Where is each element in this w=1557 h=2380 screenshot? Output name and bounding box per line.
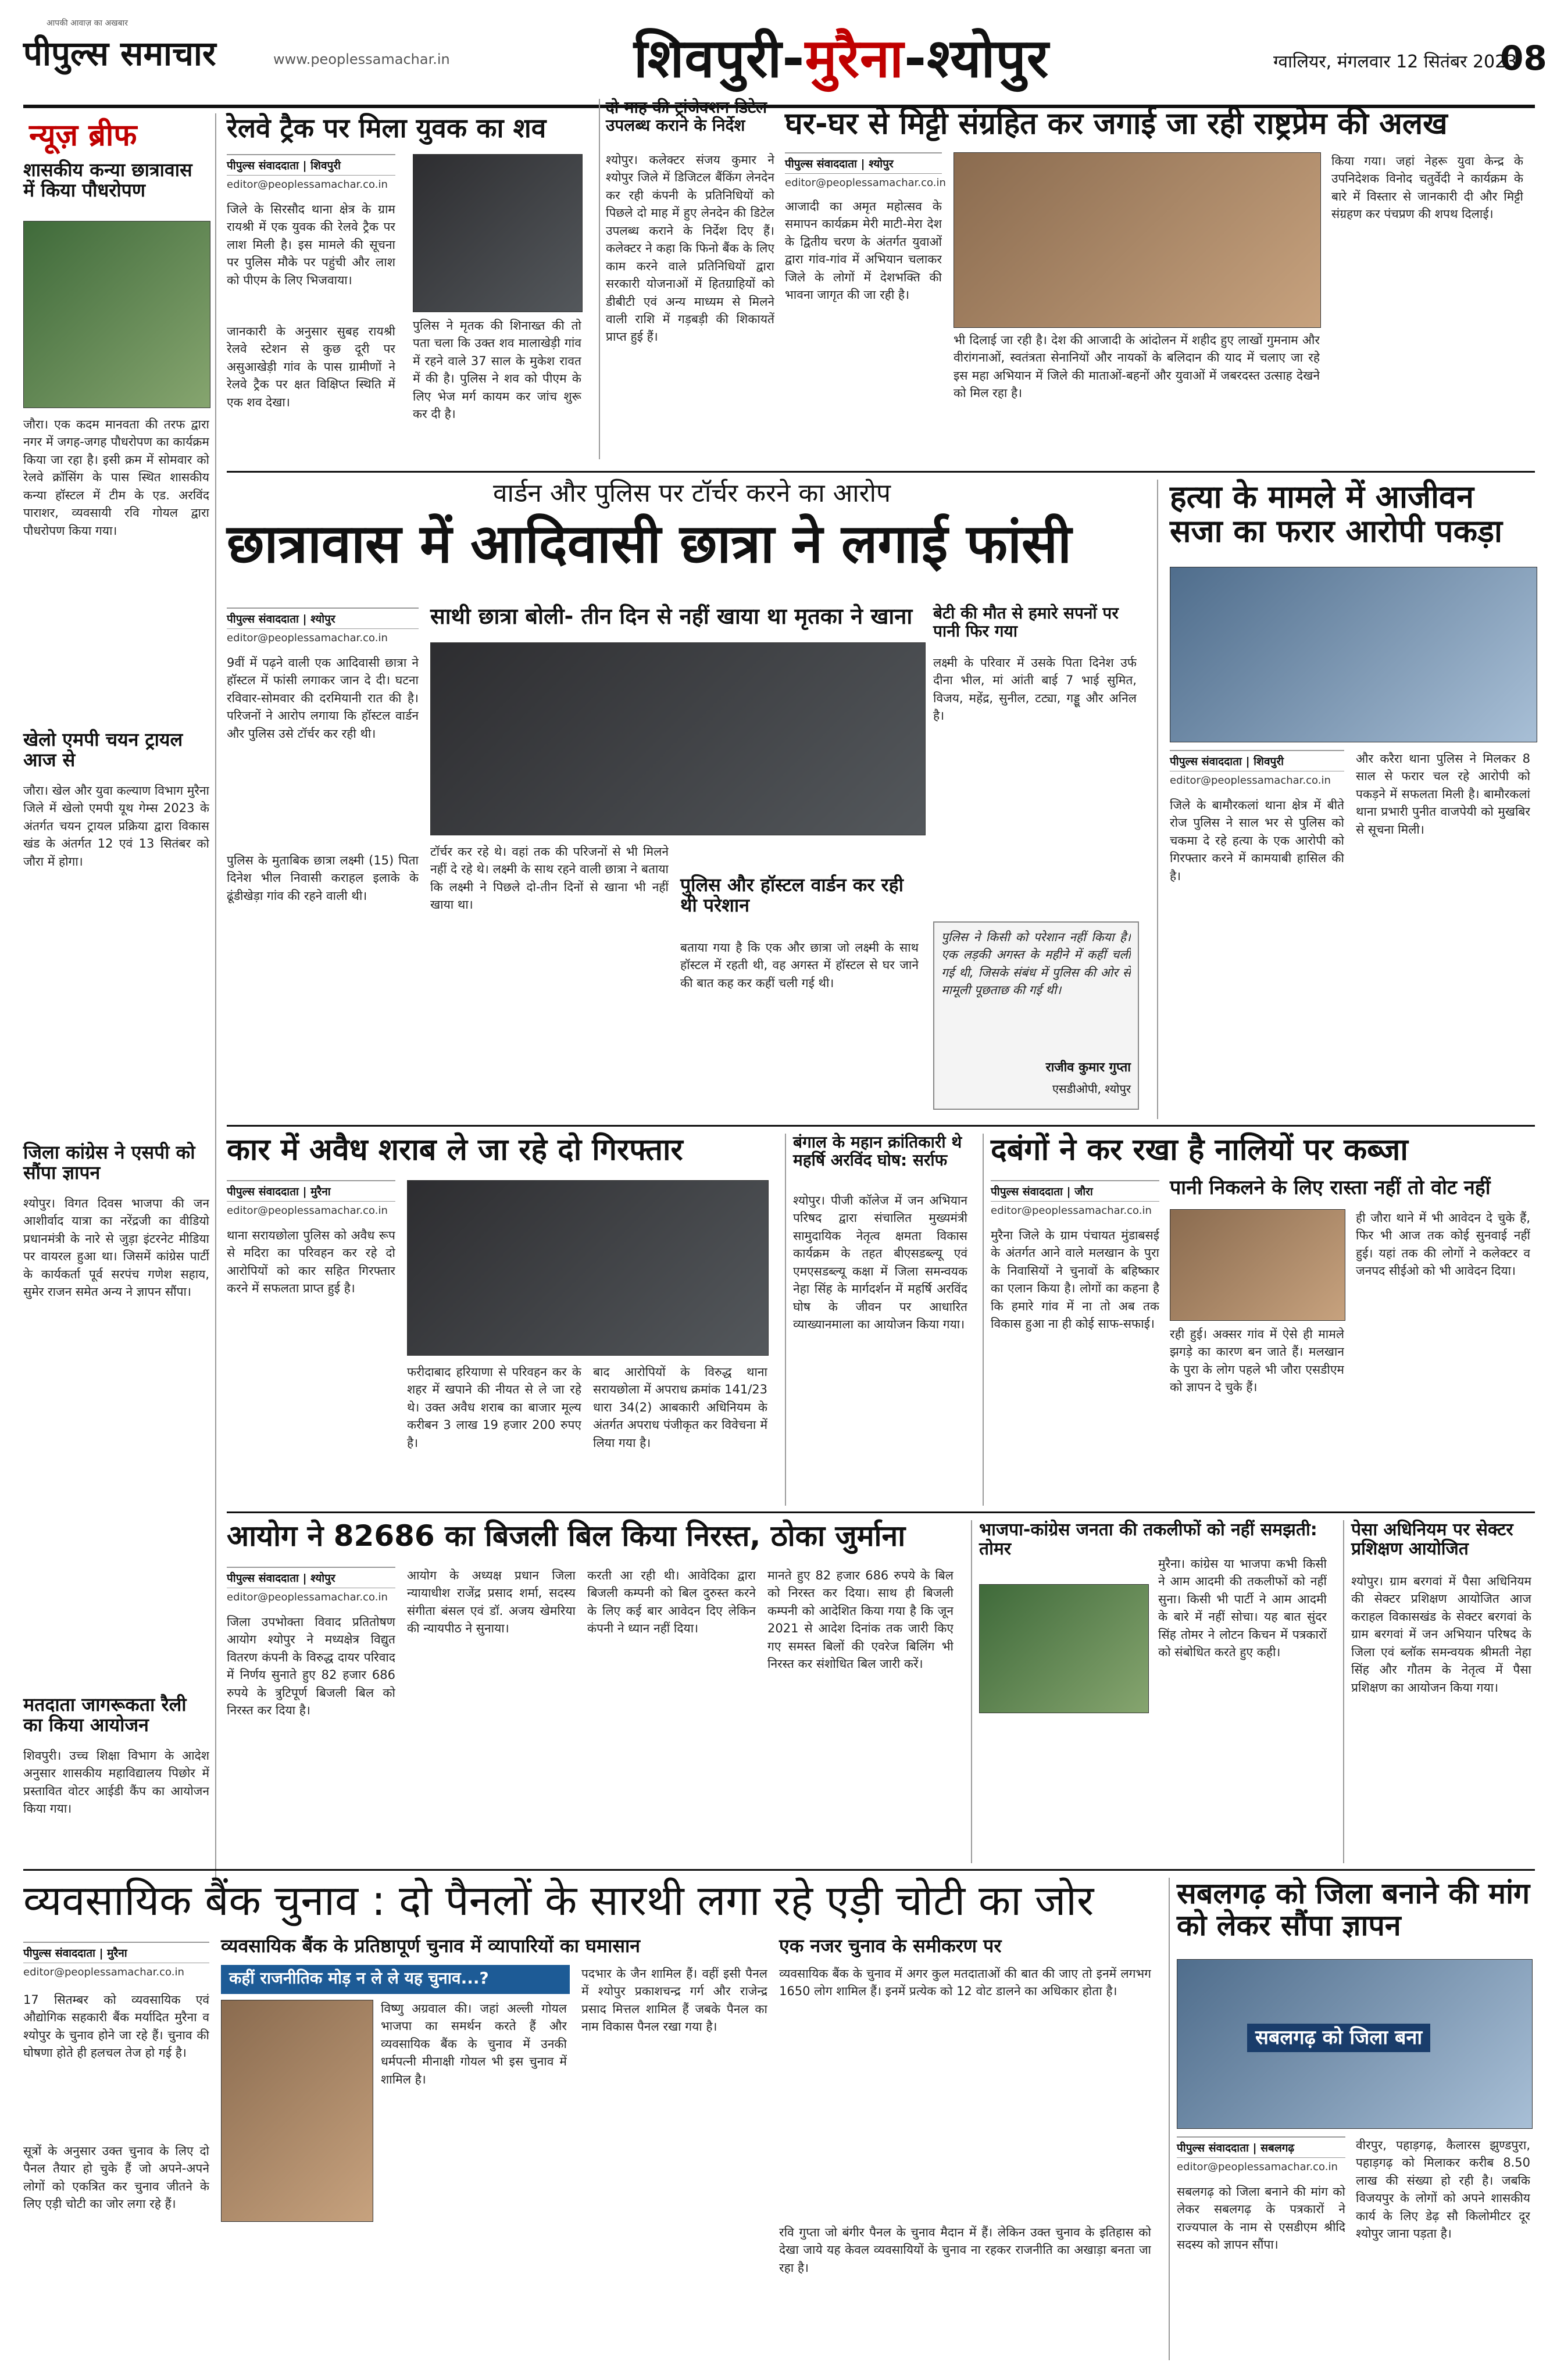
story-headline: बंगाल के महान क्रांतिकारी थे महर्षि अरविंद घोष: सर्राफ [793,1132,962,1170]
story-photo [954,152,1321,328]
story-headline: सबलगढ़ को जिला बनाने की मांग को लेकर सौंपा ज्ञापन [1177,1877,1530,1942]
story-district [1169,1878,1536,2360]
edition-sheopur: श्योपुर [927,27,1049,90]
story-body: श्योपुर। कलेक्टर संजय कुमार ने श्योपुर जिले में डिजिटल बैंकिंग लेनदेन कर रही कंपनी के प्रतिनिधियों को पिछले दो माह में हुए लेनदेन की डिटेल उपलब्ध कराने के निर्देश दिए हैं। कलेक्टर ने कहा कि फिनो बैंक के लिए काम करने वाले प्रतिनिधियों द्वारा सरकारी योजनाओं में हितग्राहियों को डीबीटी एवं अन्य माध्यम से मिलने वाली राशि में गड़बड़ी की शिकायतें प्राप्त हुई हैं। [606,153,774,344]
story-headline: कार में अवैध शराब ले जा रहे दो गिरफ्तार [227,1132,683,1167]
story-headline: रेलवे ट्रैक पर मिला युवक का शव [227,112,547,144]
story-aurobindo [785,1134,972,1506]
byline-author: पीपुल्स संवाददाता [227,1185,299,1198]
section-divider [227,1125,1535,1127]
story-photo [1170,1209,1345,1321]
reporter-email[interactable]: editor@peoplessamachar.co.in [227,1205,388,1217]
story-body: और करैरा थाना पुलिस ने मिलकर 8 साल से फरार चल रहे आरोपी को पकड़ने में सफलता मिली है। बामौरकलां थाना प्रभारी पुनीत वाजपेयी को मुखबिर से सूचना मिली। [1356,752,1530,837]
story-body: आयोग के अध्यक्ष प्रधान जिला न्यायाधीश राजेंद्र प्रसाद शर्मा, सदस्य संगीता बंसल एवं डॉ. अजय खेमरिया की न्यायपीठ ने सुनाया। [407,1568,576,1636]
story-subhead: व्यवसायिक बैंक के प्रतिष्ठापूर्ण चुनाव में व्यापारियों का घमासान [221,1935,641,1957]
byline-author: पीपुल्स संवाददाता [227,613,299,626]
newspaper-logo: पीपुल्स समाचार [23,34,216,73]
box-head-banner [221,1965,570,1994]
story-bjp [971,1520,1333,1863]
reporter-email[interactable]: editor@peoplessamachar.co.in [227,178,388,191]
story-headline: आयोग ने 82686 का बिजली बिल किया निरस्त, ठोका जुर्माना [227,1519,906,1553]
story-subhead: पानी निकलने के लिए रास्ता नहीं तो वोट नहीं [1170,1176,1491,1199]
story-body: सबलगढ़ को जिला बनाने की मांग को लेकर सबलगढ़ के पत्रकारों ने राज्यपाल के नाम से एसडीएम श्रीदि सदस्य को ज्ञापन सौंपा। [1177,2185,1345,2252]
story-photo [413,154,583,312]
story-headline: छात्रावास में आदिवासी छात्रा ने लगाई फांसी [227,513,1072,575]
quote-role: एसडीओपी, श्योपुर [1052,1082,1131,1096]
byline-place: श्योपुर [869,158,894,170]
brief-body: शिवपुरी। उच्च शिक्षा विभाग के आदेश अनुसार शासकीय महाविद्यालय पिछोर में प्रस्तावित वोटर आईडी कैंप का आयोजन किया गया। [23,1749,209,1816]
story-body: जिले के बामौरकलां थाना क्षेत्र में बीते रोज पुलिस ने साल भर से पुलिस को चकमा दे रहे हत्या के एक आरोपी को गिरफ्तार करने में कामयाबी हासिल की है। [1170,798,1344,883]
story-bill [227,1520,959,1863]
story-kicker: वार्डन और पुलिस पर टॉर्चर करने का आरोप [493,478,891,508]
brief-head: मतदाता जागरूकता रैली का किया आयोजन [23,1693,187,1736]
story-body: आजादी का अमृत महोत्सव के समापन कार्यक्रम मेरी माटी-मेरा देश के द्वितीय चरण के अंतर्गत युवाओं द्वारा गांव-गांव में अभियान चलाकर जिले के लोगों में देशभक्ति की भावना जागृत की जा रही है। [785,199,942,302]
byline-author: पीपुल्स संवाददाता [227,1572,299,1585]
brief-head: खेलो एमपी चयन ट्रायल आज से [23,728,183,771]
brand-tagline: आपकी आवाज़ का अखबार [47,19,128,28]
byline-place: शिवपुरी [310,159,341,172]
story-headline: घर-घर से मिट्टी संग्रहित कर जगाई जा रही राष्ट्रप्रेम की अलख [785,106,1448,141]
story-body: किया गया। जहां नेहरू युवा केन्द्र के उपनिदेशक विनोद चतुर्वेदी ने कार्यक्रम के बारे में विस्तार से जानकारी दी और मिट्टी संग्रहण कर पंचप्रण की शपथ दिलाई। [1331,154,1523,221]
story-headline: व्यवसायिक बैंक चुनाव : दो पैनलों के सारथी लगा रहे एड़ी चोटी का जोर [23,1876,1094,1925]
analysis-body: व्यवसायिक बैंक के चुनाव में अगर कुल मतदाताओं की बात की जाए तो इनमें लगभग 1650 लोग शामिल हैं। इनमें प्रत्येक को 12 वोट डालने का अधिकार होता है। [779,1967,1151,1999]
news-brief-title: न्यूज़ ब्रीफ [29,118,137,153]
box-body: विष्णु अग्रवाल की। जहां अल्ली गोयल भाजपा का समर्थन करते हैं और व्यवसायिक बैंक के चुनाव में उनकी धर्मपत्नी मीनाक्षी गोयल भी इस चुनाव में शामिल है। [381,2002,567,2086]
story-body: श्योपुर। पीजी कॉलेज में जन अभियान परिषद द्वारा संचालित मुख्यमंत्री सामुदायिक नेतृत्व क्षमता विकास कार्यक्रम के तहत बीएसडब्ल्यू एवं एमएसडब्ल्यू कक्षा में जिला समन्वयक नेहा सिंह के मार्गदर्शन में महर्षि अरविंद घोष के जीवन पर आधारित व्याख्यानमाला का आयोजन किया गया। [793,1193,967,1332]
story-liquor [227,1134,773,1506]
brief-body: जौरा। खेल और युवा कल्याण विभाग मुरैना जिले में खेलो एमपी यूथ गेम्स 2023 के अंतर्गत चयन ट्रायल प्रक्रिया द्वारा विकास खंड के अंतर्गत 12 एवं 13 सितंबर को जौरा में होगा। [23,784,209,869]
story-body: मानते हुए 82 हजार 686 रुपये के बिल को निरस्त कर दिया। साथ ही बिजली कम्पनी को आदेशित किया गया है कि जून 2021 से आदेश दिनांक तक जारी किए गए समस्त बिलों की एवरेज बिलिंग भी निरस्त कर संशोधित बिल जारी करें। [767,1568,954,1671]
story-subhead: साथी छात्रा बोली- तीन दिन से नहीं खाया था मृतका ने खाना [430,603,913,629]
byline: पीपुल्स संवाददाता | शिवपुरी [1170,750,1344,771]
story-headline: दबंगों ने कर रखा है नालियों पर कब्जा [991,1132,1408,1167]
byline-author: पीपुल्स संवाददाता [227,159,299,172]
story-headline: भाजपा-कांग्रेस जनता की तकलीफों को नहीं समझती: तोमर [979,1520,1317,1559]
side-body: लक्ष्मी के परिवार में उसके पिता दिनेश उर्फ दीना भील, मां आंती बाई 7 भाई सुमित, विजय, महेंद्र, सुनील, टट्या, गड्डू और अनिल है। [933,656,1137,723]
edition-morena: मुरैना [805,27,904,90]
news-brief-sidebar [23,113,216,1881]
story-body: पुलिस के मुताबिक छात्रा लक्ष्मी (15) पिता दिनेश भील निवासी कराहल इलाके के ढूंडीखेड़ा गांव की रहने वाली थी। [227,853,419,903]
story-body: बताया गया है कि एक और छात्रा जो लक्ष्मी के साथ हॉस्टल में रहती थी, वह अगस्त में हॉस्टल से घर जाने की बात कह कर कहीं चली गई थी। [680,941,919,990]
story-body: रवि गुप्ता जो बंगीर पैनल के चुनाव मैदान में हैं। लेकिन उक्त चुनाव के इतिहास को देखा जाये यह केवल व्यवसायियों के चुनाव ना रहकर राजनीति का अखाड़ा बनता जा रहा है। [779,2225,1151,2275]
story-drains [983,1134,1536,1506]
byline-author: पीपुल्स संवाददाता [991,1185,1063,1198]
reporter-email[interactable]: editor@peoplessamachar.co.in [1177,2161,1338,2173]
byline: पीपुल्स संवाददाता | श्योपुर [227,1567,395,1588]
byline-place: जौरा [1074,1185,1093,1198]
brief-body: श्योपुर। विगत दिवस भाजपा की जन आशीर्वाद यात्रा का नरेंद्रजी का वीडियो प्रधानमंत्री के नारे से जुड़ा इंटरनेट मीडिया पर वायरल हुआ था। जिसमें कांग्रेस पार्टी के कार्यकर्ता पूर्व सरपंच गणेश सहाय, सुमेर राजन समेत अन्य ने ज्ञापन सौंपा। [23,1196,209,1299]
story-body: थाना सरायछोला पुलिस को अवैध रूप से मदिरा का परिवहन कर रहे दो आरोपियों को कार सहित गिरफ्तार करने में सफलता प्राप्त हुई है। [227,1228,395,1296]
story-photo [1170,567,1537,742]
story-soil [785,99,1535,465]
story-body: वीरपुर, पहाड़गढ़, कैलारस झुण्डपुरा, पहाड़गढ़ को मिलाकर करीब 8.50 लाख की संख्या हो रही है। जबकि विजयपुर के लोगों को अपने शासकीय कार्य के लिए डेढ़ सौ किलोमीटर दूर श्योपुर जाना पड़ता है। [1356,2138,1530,2241]
reporter-email[interactable]: editor@peoplessamachar.co.in [1170,774,1331,787]
byline-author: पीपुल्स संवाददाता [785,158,857,170]
byline: पीपुल्स संवाददाता | मुरैना [23,1942,209,1963]
byline: पीपुल्स संवाददाता | मुरैना [227,1180,395,1202]
story-body: ही जौरा थाने में भी आवेदन दे चुके हैं, फिर भी आज तक कोई सुनवाई नहीं हुई। यहां तक की लोगों ने कलेक्टर व जनपद सीईओ को भी आवेदन दिया। [1356,1211,1530,1278]
reporter-email[interactable]: editor@peoplessamachar.co.in [785,177,946,189]
byline-place: सबलगढ़ [1260,2142,1295,2154]
website-url[interactable]: www.peoplessamachar.in [273,51,450,67]
story-photo [979,1584,1149,1713]
brief-photo-planting [23,221,210,408]
brief-body: जौरा। एक कदम मानवता की तरफ द्वारा नगर में जगह-जगह पौधरोपण का कार्यक्रम किया जा रहा है। इसी क्रम में सोमवार को रेलवे क्रॉसिंग के पास स्थित शासकीय कन्या हॉस्टल में टीम के एड. अरविंद पाराशर, व्यवसायी रवि गोयल द्वारा पौधरोपण किया गया। [23,417,209,538]
story-body: जिला उपभोक्ता विवाद प्रतितोषण आयोग श्योपुर ने मध्यक्षेत्र विद्युत वितरण कंपनी के विरुद्ध दायर परिवाद में निर्णय सुनाते हुए 82 हजार 686 रुपये के त्रुटिपूर्ण बिजली बिल को निरस्त कर दिया है। [227,1615,395,1718]
section-divider [227,471,1535,473]
dateline: ग्वालियर, मंगलवार 12 सितंबर 2023 [1273,52,1517,72]
story-headline: हत्या के मामले में आजीवन सजा का फरार आरोपी पकड़ा [1170,478,1502,550]
byline-place: मुरैना [107,1947,127,1960]
section-divider [23,1869,1535,1871]
page-number: 08 [1500,38,1547,78]
byline: पीपुल्स संवाददाता | जौरा [991,1180,1159,1202]
edition-title: शिवपुरी-मुरैना-श्योपुर [634,27,1049,90]
byline-author: पीपुल्स संवाददाता [1177,2142,1249,2154]
story-bank [23,1878,1157,2360]
reporter-email[interactable]: editor@peoplessamachar.co.in [227,1591,388,1603]
side-headline: बेटी की मौत से हमारे सपनों पर पानी फिर गया [933,603,1119,641]
brief-head: जिला कांग्रेस ने एसपी को सौंपा ज्ञापन [23,1141,195,1184]
brief-head: शासकीय कन्या छात्रावास में किया पौधरोपण [23,159,192,202]
story-box-head: पुलिस और हॉस्टल वार्डन कर रही थी परेशान [680,874,904,917]
story-body: करती आ रही थी। आवेदिका द्वारा बिजली कम्पनी को बिल दुरुस्त करने के लिए कई बार आवेदन दिए लेकिन कंपनी ने ध्यान नहीं दिया। [587,1568,756,1636]
byline-place: मुरैना [310,1185,331,1198]
story-body: जिले के सिरसौद थाना क्षेत्र के ग्राम रायश्री में एक युवक की रेलवे ट्रैक पर लाश मिली है। इस मामले की सूचना पर पुलिस मौके पर पहुंची और लाश को पीएम के लिए भिजवाया। [227,202,395,287]
story-headline: पेसा अधिनियम पर सेक्टर प्रशिक्षण आयोजित [1351,1520,1513,1559]
story-body: मुरैना जिले के ग्राम पंचायत मुंडाबसई के अंतर्गत आने वाले मलखान के पुरा के निवासियों ने चुनावों के बहिष्कार का एलान किया है। लोगों का कहना है कि हमारे गांव में ना तो अब तक विकास हुआ ना ही कोई साफ-सफाई। [991,1228,1159,1331]
byline-place: श्योपुर [310,1572,335,1585]
byline-place: श्योपुर [310,613,335,626]
story-body: रही हुई। अक्सर गांव में ऐसे ही मामले झगड़े का कारण बन जाते हैं। मलखान के पुरा के लोग पहले भी जौरा एसडीएम को ज्ञापन दे चुके हैं। [1170,1327,1344,1395]
story-body: सूत्रों के अनुसार उक्त चुनाव के लिए दो पैनल तैयार हो चुके हैं जो अपने-अपने लोगों को एकत्रित कर चुनाव जीतने के लिए एड़ी चोटी का जोर लगा रहे हैं। [23,2144,209,2211]
story-body: पदभार के जैन शामिल हैं। वहीं इसी पैनल में श्योपुर प्रकाशचन्द्र गर्ग और राजेन्द्र प्रसाद मित्तल शामिल हैं जबके पैनल का नाम विकास पैनल रखा गया है। [581,1967,767,2034]
story-body: श्योपुर। ग्राम बरगवां में पैसा अधिनियम की सेक्टर प्रशिक्षण आयोजित आज कराहल विकासखंड के सेक्टर बरगवां के ग्राम बरगवां में जन अभियान परिषद के जिला एवं ब्लॉक समन्वयक श्रीमती नेहा सिंह और गौतम के नेतृत्व में पैसा प्रशिक्षण का आयोजन किया गया। [1351,1574,1531,1695]
reporter-email[interactable]: editor@peoplessamachar.co.in [991,1205,1152,1217]
byline-place: शिवपुरी [1254,755,1284,768]
byline: पीपुल्स संवाददाता | शिवपुरी [227,154,395,176]
edition-shivpuri: शिवपुरी [634,27,783,90]
byline-author: पीपुल्स संवाददाता [1170,755,1242,768]
byline: पीपुल्स संवाददाता | श्योपुर [227,607,419,629]
story-pesa [1343,1520,1536,1863]
story-body: फरीदाबाद हरियाणा से परिवहन कर के शहर में खपाने की नीयत से ले जा रहे थे। उक्त अवैध शराब का बाजार मूल्य करीबन 3 लाख 19 हजार 200 रुपए है। [407,1365,581,1450]
quote-box [933,921,1139,1110]
reporter-email[interactable]: editor@peoplessamachar.co.in [23,1966,184,1978]
box-head: कहीं राजनीतिक मोड़ न ले ले यह चुनाव...? [229,1968,489,1988]
story-body: 9वीं में पढ़ने वाली एक आदिवासी छात्रा ने हॉस्टल में फांसी लगाकर जान दे दी। घटना रविवार-सोमवार की दरमियानी रात की है। परिजनों ने आरोप लगाया कि हॉस्टल वार्डन और पुलिस उसे टॉर्चर कर रही थी। [227,656,419,741]
byline: पीपुल्स संवाददाता | सबलगढ़ [1177,2136,1345,2158]
story-photo [1177,1959,1533,2129]
reporter-email[interactable]: editor@peoplessamachar.co.in [227,632,388,644]
story-body: भी दिलाई जा रही है। देश की आजादी के आंदोलन में शहीद हुए लाखों गुमनाम और वीरांगनाओं, स्वतंत्रता सेनानियों और नायकों के बलिदान की याद में चलाए जा रहे इस महा अभियान में जिले की माताओं-बहनों और युवाओं में जबरदस्त उत्साह देखने को मिल रहा है। [954,333,1320,401]
story-murder [1157,480,1536,1119]
byline-author: पीपुल्स संवाददाता [23,1947,95,1960]
masthead [23,17,1547,108]
quote-text: पुलिस ने किसी को परेशान नहीं किया है। एक लड़की अगस्त के महीने में कहीं चली गई थी, जिसके संबंध में पुलिस की ओर से मामूली पूछताछ की गई थी। [941,930,1131,998]
byline: पीपुल्स संवाददाता | श्योपुर [785,152,942,174]
story-body: पुलिस ने मृतक की शिनाख्त की तो पता चला कि उक्त शव मालाखेड़ी गांव में रहने वाले 37 साल के मुकेश रावत में की है। पुलिस ने शव को पीएम के लिए भेज मर्ग कायम कर जांच शुरू कर दी है। [413,319,581,421]
story-digital [599,99,780,459]
story-headline: दो माह की ट्रांजेक्शन डिटेल उपलब्ध कराने के निर्देश [606,98,767,135]
story-photo [430,642,926,835]
story-body: जानकारी के अनुसार सुबह रायश्री रेलवे स्टेशन से कुछ दूरी पर असुआखेड़ी गांव के पास ग्रामीणों ने रेलवे ट्रैक पर क्षत विक्षिप्त स्थिति में एक शव देखा। [227,324,395,409]
story-body: मुरैना। कांग्रेस या भाजपा कभी किसी ने आम आदमी की तकलीफों को नहीं सुना। किसी भी पार्टी ने आम आदमी के बारे में नहीं सोचा। यह बात सुंदर सिंह तोमर ने लोटन किचन में पत्रकारों को संबोधित करते हुए कही। [1158,1557,1327,1660]
quote-author: राजीव कुमार गुप्ता [1045,1060,1131,1075]
story-body: टॉर्चर कर रहे थे। वहां तक की परिजनों से भी मिलने नहीं दे रहे थे। लक्ष्मी के साथ रहने वाली छात्रा ने बताया कि लक्ष्मी ने पिछले दो-तीन दिनों से खाना भी नहीं खाया था। [430,845,669,912]
story-photo [407,1180,769,1356]
story-body: 17 सितम्बर को व्यवसायिक एवं औद्योगिक सहकारी बैंक मर्यादित मुरैना व श्योपुर के चुनाव होने जा रहे हैं। चुनाव की घोषणा होते ही हलचल तेज हो गई है। [23,1993,209,2060]
section-divider [227,1511,1535,1513]
banner-text: सबलगढ़ को जिला बना [1247,2024,1430,2052]
story-hostel [227,480,1140,1119]
story-photo [221,2000,373,2222]
story-body: बाद आरोपियों के विरुद्ध थाना सरायछोला में अपराध क्रमांक 141/23 धारा 34(2) आबकारी अधिनियम के अंतर्गत अपराध पंजीकृत कर विवेचना में लिया गया है। [593,1365,767,1450]
analysis-head: एक नजर चुनाव के समीकरण पर [779,1935,1002,1957]
story-rail [227,113,587,462]
